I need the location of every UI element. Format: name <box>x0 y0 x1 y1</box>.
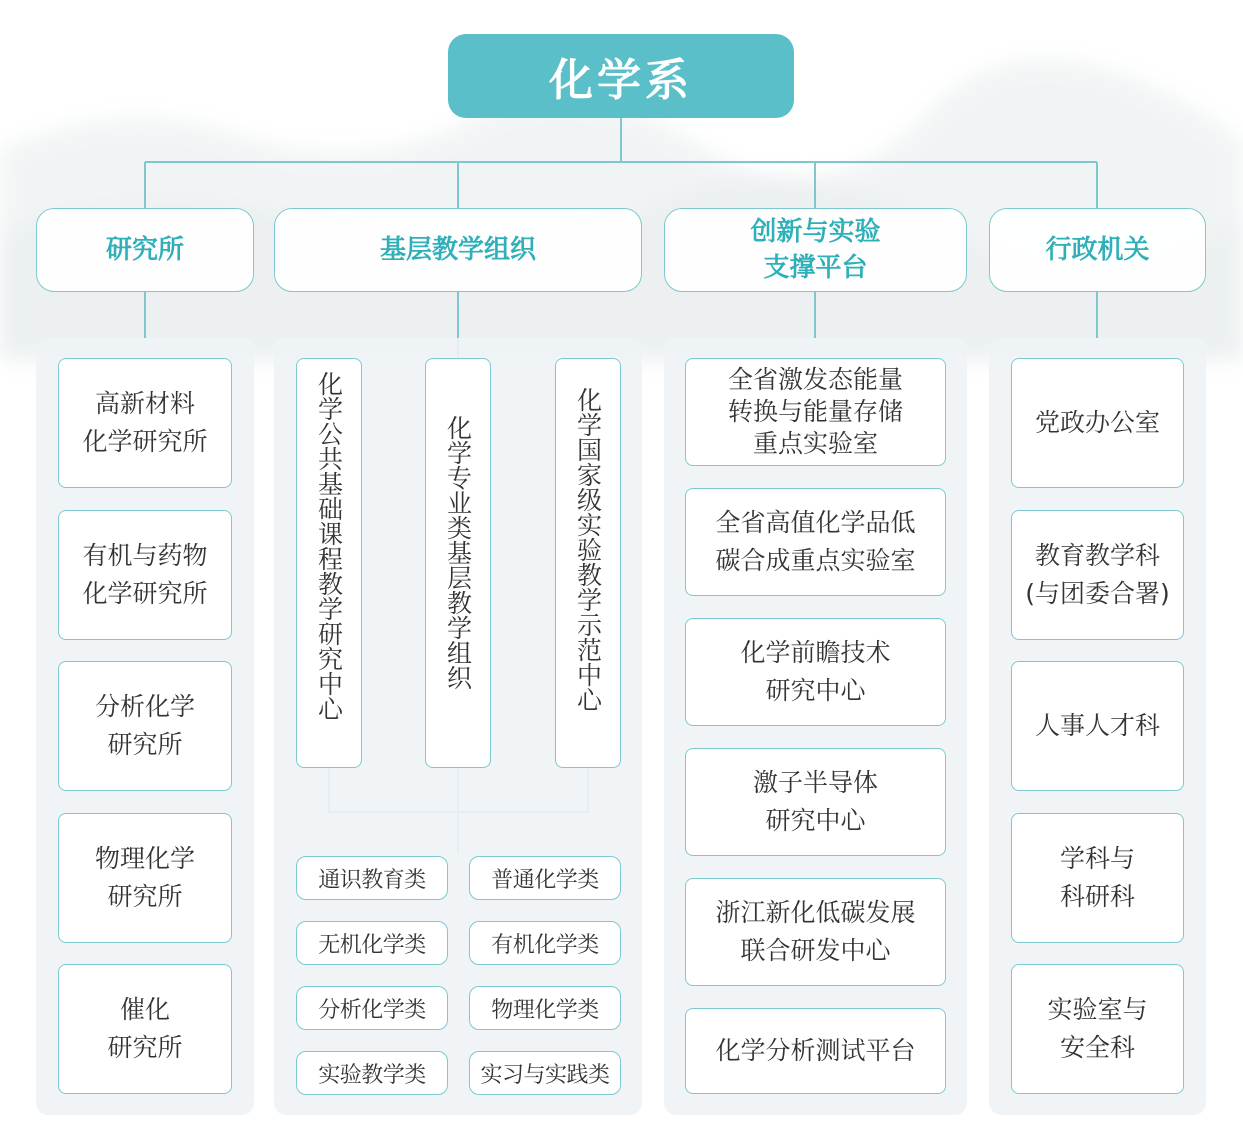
category-platforms: 创新与实验 支撑平台 <box>664 208 967 292</box>
platform-node: 化学前瞻技术 研究中心 <box>685 618 946 726</box>
category-teaching: 基层教学组织 <box>274 208 642 292</box>
institute-node: 催化 研究所 <box>58 964 232 1094</box>
admin-node: 人事人才科 <box>1011 661 1184 791</box>
teaching-vertical-node <box>296 358 362 768</box>
institute-node: 有机与药物 化学研究所 <box>58 510 232 640</box>
category-admin: 行政机关 <box>989 208 1206 292</box>
platform-node: 化学分析测试平台 <box>685 1008 946 1094</box>
teaching-group-node: 分析化学类 <box>296 986 448 1030</box>
admin-node: 学科与 科研科 <box>1011 813 1184 943</box>
teaching-vertical-label: 化学公共基础课程教学研究中心 <box>314 371 344 721</box>
admin-node: 教育教学科 (与团委合署) <box>1011 510 1184 640</box>
root-node: 化学系 <box>448 34 794 118</box>
teaching-vertical-node <box>425 358 491 768</box>
platform-node: 全省高值化学品低 碳合成重点实验室 <box>685 488 946 596</box>
teaching-group-node: 物理化学类 <box>469 986 621 1030</box>
teaching-vertical-node <box>555 358 621 768</box>
admin-node: 党政办公室 <box>1011 358 1184 488</box>
teaching-group-node: 有机化学类 <box>469 921 621 965</box>
institute-node: 高新材料 化学研究所 <box>58 358 232 488</box>
category-institutes: 研究所 <box>36 208 254 292</box>
admin-node: 实验室与 安全科 <box>1011 964 1184 1094</box>
teaching-vertical-label: 化学专业类基层教学组织 <box>443 415 473 690</box>
teaching-group-node: 无机化学类 <box>296 921 448 965</box>
teaching-group-node: 普通化学类 <box>469 856 621 900</box>
teaching-vertical-label: 化学国家级实验教学示范中心 <box>573 387 603 712</box>
teaching-group-node: 通识教育类 <box>296 856 448 900</box>
teaching-group-node: 实验教学类 <box>296 1051 448 1095</box>
institute-node: 分析化学 研究所 <box>58 661 232 791</box>
institute-node: 物理化学 研究所 <box>58 813 232 943</box>
platform-node: 激子半导体 研究中心 <box>685 748 946 856</box>
teaching-group-node: 实习与实践类 <box>469 1051 621 1095</box>
platform-node: 全省激发态能量 转换与能量存储 重点实验室 <box>685 358 946 466</box>
platform-node: 浙江新化低碳发展 联合研发中心 <box>685 878 946 986</box>
